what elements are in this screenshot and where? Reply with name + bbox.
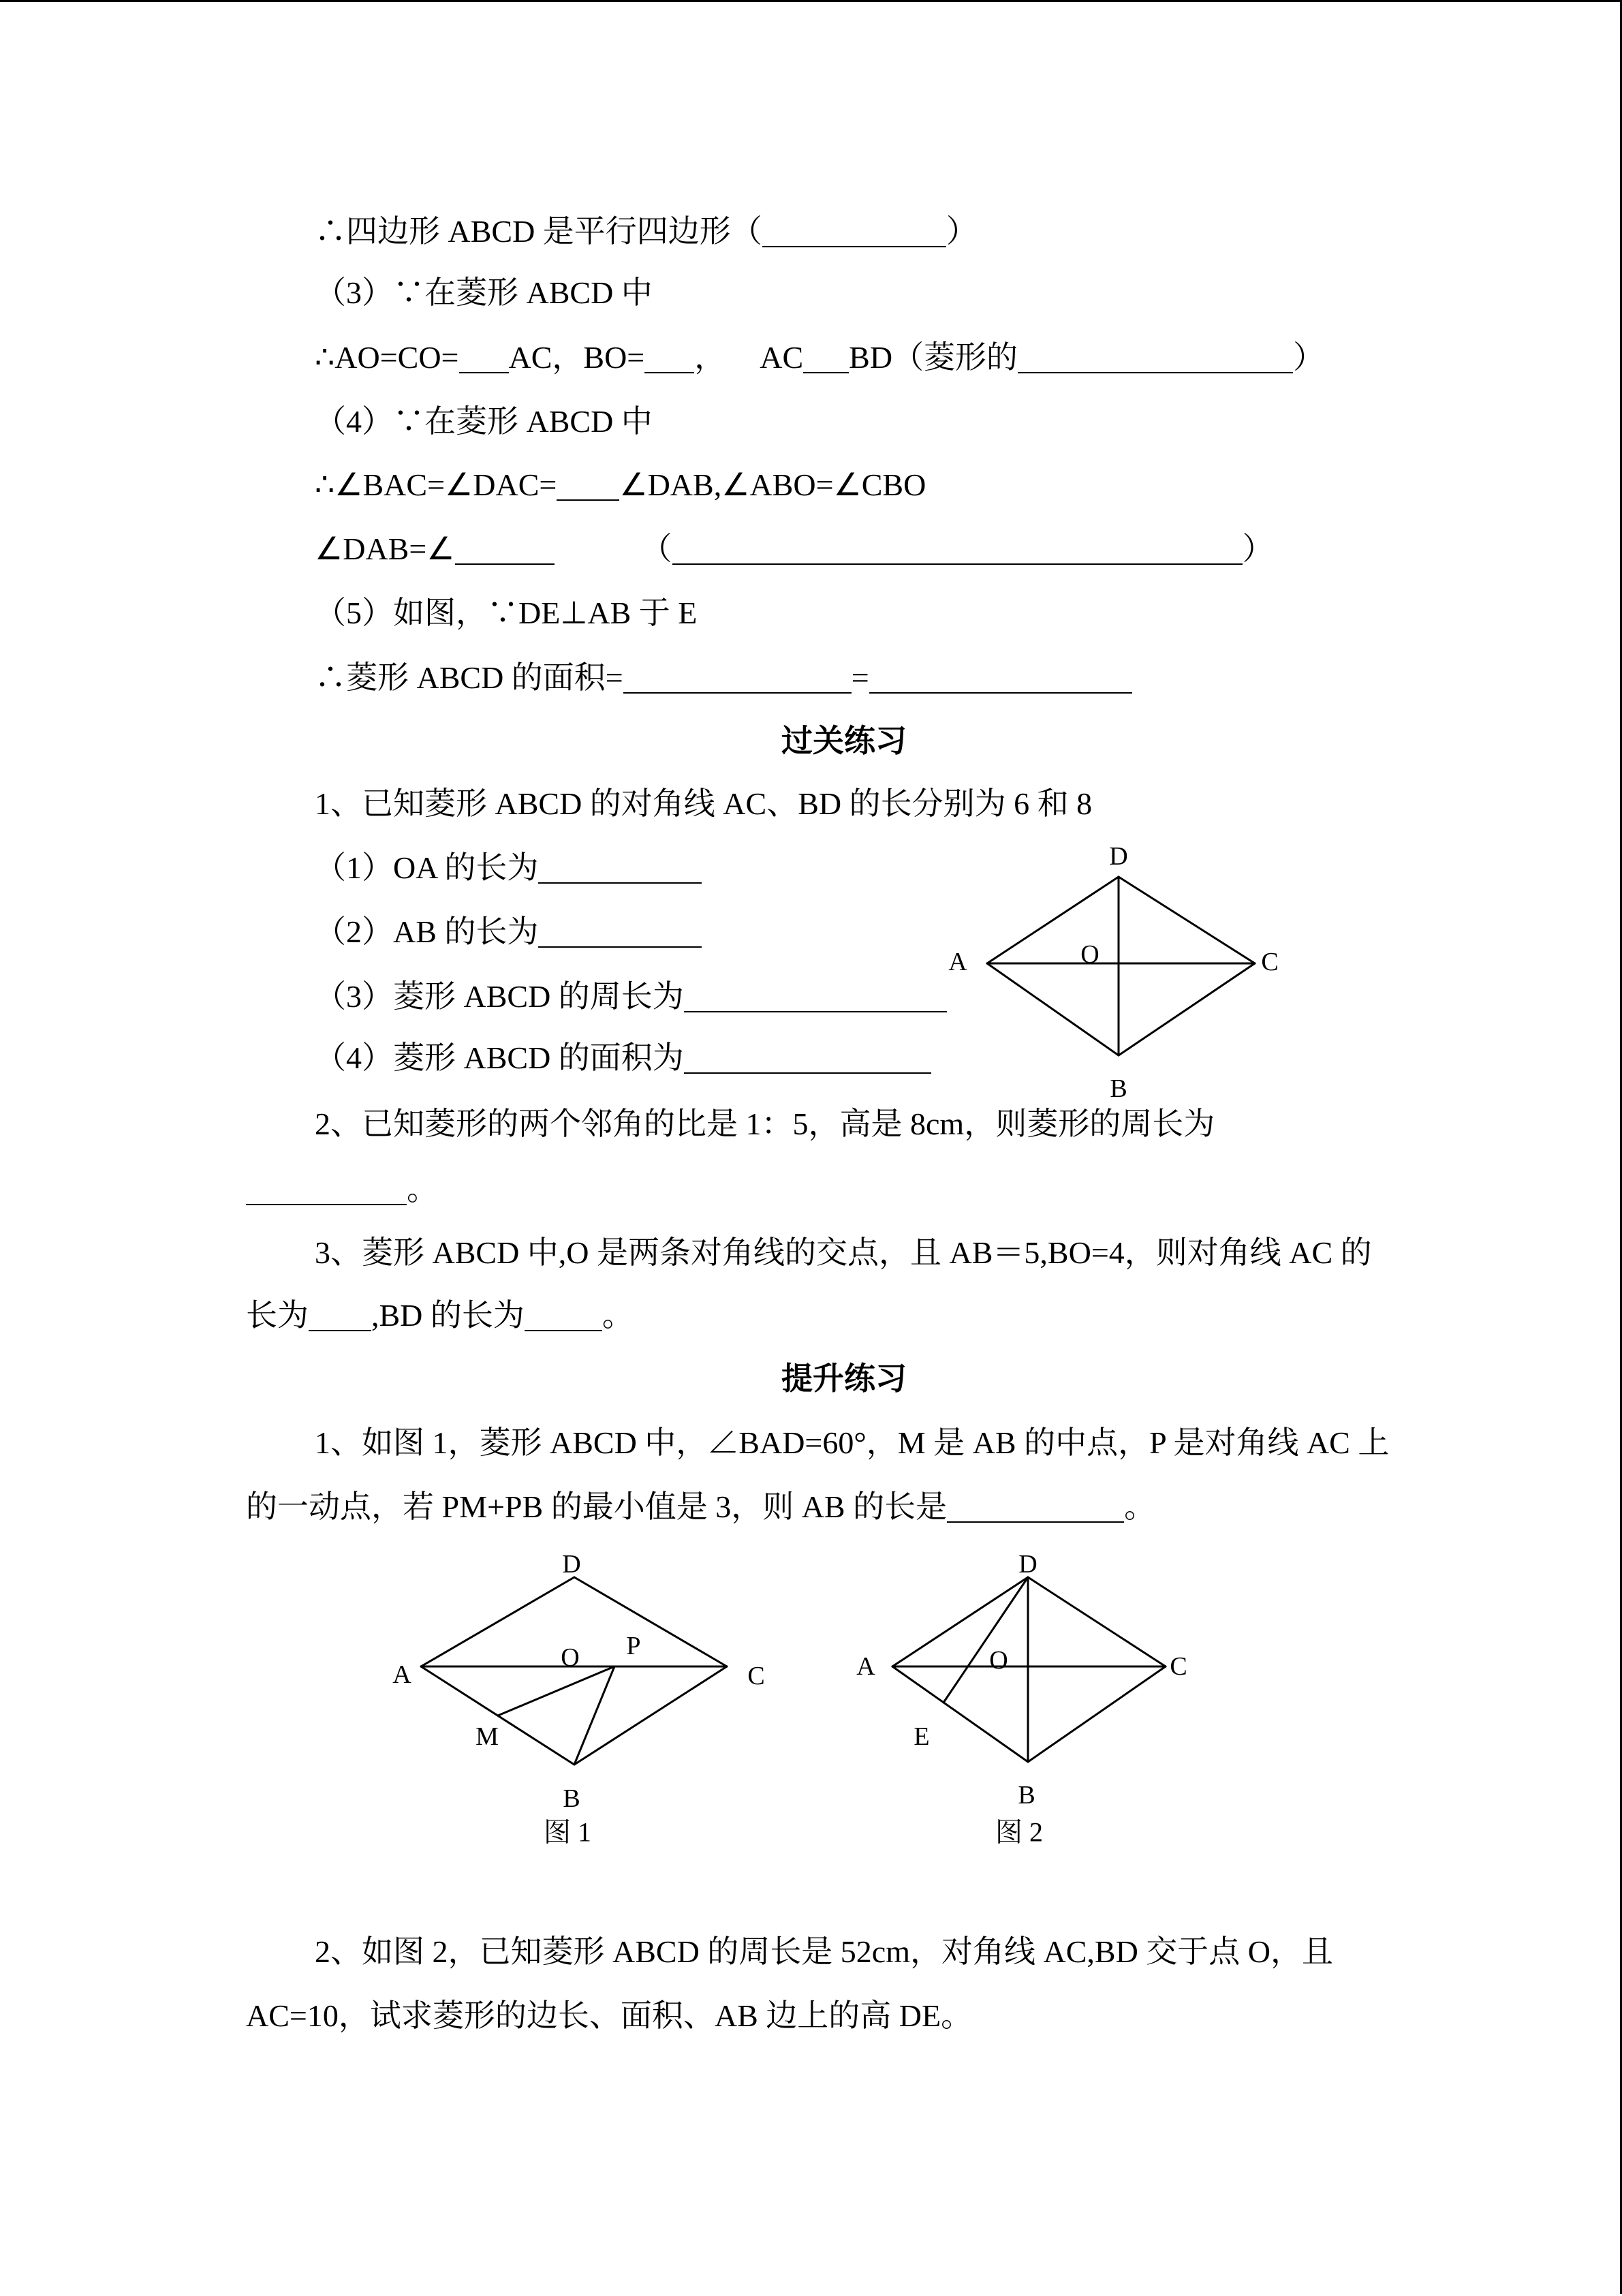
height-DE [943,1577,1028,1703]
side-DC [1028,1577,1166,1666]
vertex-label-A: A [392,1660,411,1689]
review-text: ， [694,340,726,375]
vertex-label-A: A [948,948,967,976]
vertex-label-D: D [1109,842,1128,871]
side-CB [1119,963,1255,1055]
review-text: ∴菱形 ABCD 的面积= [315,660,623,695]
review-text: ∴四边形 ABCD 是平行四边形（ [315,214,762,249]
figure-caption: 图 1 [544,1816,591,1848]
review-text: = [851,660,869,695]
review-text: AC，BO= [508,340,645,375]
question-text: （1）OA 的长为 [315,850,539,885]
review-text: AC [760,340,804,375]
figure-2 [856,1550,1187,1848]
question-text: 长为 [246,1298,309,1333]
review-text: BD（菱形的 [849,340,1018,375]
question-text: （4）菱形 ABCD 的面积为 [315,1040,684,1075]
review-text: ∴∠BAC=∠DAC= [315,467,557,502]
center-label-O: O [1080,940,1099,969]
period: 。 [407,1172,438,1207]
side-BA [987,963,1119,1055]
question-text: ,BD 的长为 [371,1298,525,1333]
closing-paren: ） [946,214,978,249]
center-label-O: O [989,1646,1008,1675]
vertex-label-D: D [562,1550,581,1579]
advanced-q2-line2: AC=10，试求菱形的边长、面积、AB 边上的高 DE。 [246,1998,973,2033]
vertex-label-C: C [1170,1652,1187,1681]
side-DC [574,1577,727,1666]
figures-layer [0,2,1622,2296]
vertex-label-A: A [856,1652,875,1681]
review-text: ∠DAB=∠ [315,531,455,566]
question-text: （3）菱形 ABCD 的周长为 [315,979,684,1014]
figure-caption: 图 2 [995,1816,1043,1848]
basic-q2-stem: 2、已知菱形的两个邻角的比是 1：5，高是 8cm，则菱形的周长为 [315,1106,1215,1141]
side-AD [421,1577,574,1666]
closing-paren: ） [1242,531,1274,566]
center-label-O: O [561,1643,580,1672]
opening-paren: （ [640,531,672,566]
review-text: ∴AO=CO= [315,340,459,375]
vertex-label-B: B [1110,1074,1127,1103]
period: 。 [1124,1489,1156,1524]
vertex-label-B: B [563,1784,580,1813]
review-item-4: （4）∵在菱形 ABCD 中 [315,404,653,439]
question-text: （2）AB 的长为 [315,914,539,949]
point-label-M: M [475,1722,499,1751]
review-item-5: （5）如图，∵DE⊥AB 于 E [315,595,698,630]
section-heading-advanced: 提升练习 [781,1361,907,1396]
point-label-P: P [626,1632,641,1660]
advanced-q2-line1: 2、如图 2，已知菱形 ABCD 的周长是 52cm，对角线 AC,BD 交于点 O，且 [315,1934,1334,1969]
closing-paren: ） [1293,340,1325,375]
vertex-label-D: D [1018,1550,1038,1579]
figure-1 [392,1550,764,1848]
review-item-3: （3）∵在菱形 ABCD 中 [315,275,653,310]
basic-q1-stem: 1、已知菱形 ABCD 的对角线 AC、BD 的长分别为 6 和 8 [315,786,1093,821]
period: 。 [602,1298,634,1333]
rhombus-diagram [948,842,1278,1103]
side-CB [574,1666,727,1765]
review-text: ∠DAB,∠ABO=∠CBO [619,467,926,502]
side-CB [1028,1666,1166,1762]
vertex-label-C: C [747,1662,765,1690]
advanced-q1-line1: 1、如图 1，菱形 ABCD 中，∠BAD=60°，M 是 AB 的中点，P 是对角线 AC 上 [315,1425,1390,1460]
vertex-label-B: B [1018,1781,1035,1810]
side-BA [892,1666,1028,1762]
basic-q3-stem: 3、菱形 ABCD 中,O 是两条对角线的交点，且 AB＝5,BO=4，则对角线 AC 的 [315,1235,1372,1270]
section-heading-basic: 过关练习 [781,723,907,758]
question-text: 的一动点，若 PM+PB 的最小值是 3，则 AB 的长是 [246,1489,948,1524]
vertex-label-C: C [1261,948,1279,976]
side-DC [1119,877,1255,963]
point-label-E: E [914,1722,930,1751]
